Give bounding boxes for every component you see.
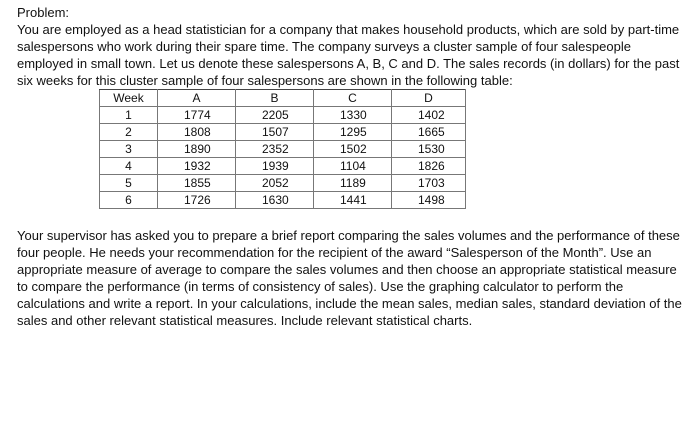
cell-b: 2205	[236, 107, 314, 124]
table-row	[100, 124, 466, 141]
header-a: A	[158, 90, 236, 107]
cell-c: 1104	[314, 158, 392, 175]
cell-week: 1	[100, 107, 158, 124]
problem-heading: Problem:	[17, 5, 70, 20]
header-d: D	[392, 90, 466, 107]
table-row	[100, 158, 466, 175]
cell-week: 4	[100, 158, 158, 175]
cell-a: 1890	[158, 141, 236, 158]
cell-c: 1295	[314, 124, 392, 141]
cell-d: 1826	[392, 158, 466, 175]
cell-b: 1939	[236, 158, 314, 175]
cell-d: 1498	[392, 192, 466, 209]
table-row	[100, 107, 466, 124]
cell-b: 1630	[236, 192, 314, 209]
cell-c: 1330	[314, 107, 392, 124]
problem-intro-paragraph: You are employed as a head statistician for a company that makes household products, which are sold by part-time salespersons who work during their spare time. The company surveys a cluster sample of four salespeople employed in small town. Let us denote these salespersons A, B, C and D. The sales records (in dollars) for the past six weeks for this cluster sample of four salespersons are shown in the following table:	[17, 22, 680, 88]
cell-c: 1502	[314, 141, 392, 158]
header-week: Week	[100, 90, 158, 107]
cell-c: 1441	[314, 192, 392, 209]
table-row	[100, 192, 466, 209]
cell-week: 3	[100, 141, 158, 158]
cell-b: 2352	[236, 141, 314, 158]
cell-week: 5	[100, 175, 158, 192]
cell-c: 1189	[314, 175, 392, 192]
table-row	[100, 141, 466, 158]
cell-d: 1402	[392, 107, 466, 124]
cell-a: 1932	[158, 158, 236, 175]
cell-d: 1530	[392, 141, 466, 158]
cell-d: 1703	[392, 175, 466, 192]
problem-instructions-paragraph: Your supervisor has asked you to prepare a brief report comparing the sales volumes and the performance of these four people. He needs your recommendation for the recipient of the award “Salesperson of the Month”. Use an appropriate measure of average to compare the sales volumes and then choose an appropriate statistical measure to compare the performance (in terms of consistency of sales). Use the graphing calculator to perform the calculations and write a report. In your calculations, include the mean sales, median sales, standard deviation of the sales and other relevant statistical measures. Include relevant statistical charts.	[17, 228, 682, 328]
cell-a: 1808	[158, 124, 236, 141]
table-row	[100, 175, 466, 192]
cell-a: 1774	[158, 107, 236, 124]
sales-table	[99, 89, 466, 209]
cell-b: 1507	[236, 124, 314, 141]
cell-a: 1726	[158, 192, 236, 209]
sales-table-header-row	[100, 90, 466, 107]
cell-b: 2052	[236, 175, 314, 192]
cell-d: 1665	[392, 124, 466, 141]
cell-a: 1855	[158, 175, 236, 192]
cell-week: 2	[100, 124, 158, 141]
problem-document	[17, 4, 685, 329]
header-c: C	[314, 90, 392, 107]
header-b: B	[236, 90, 314, 107]
cell-week: 6	[100, 192, 158, 209]
